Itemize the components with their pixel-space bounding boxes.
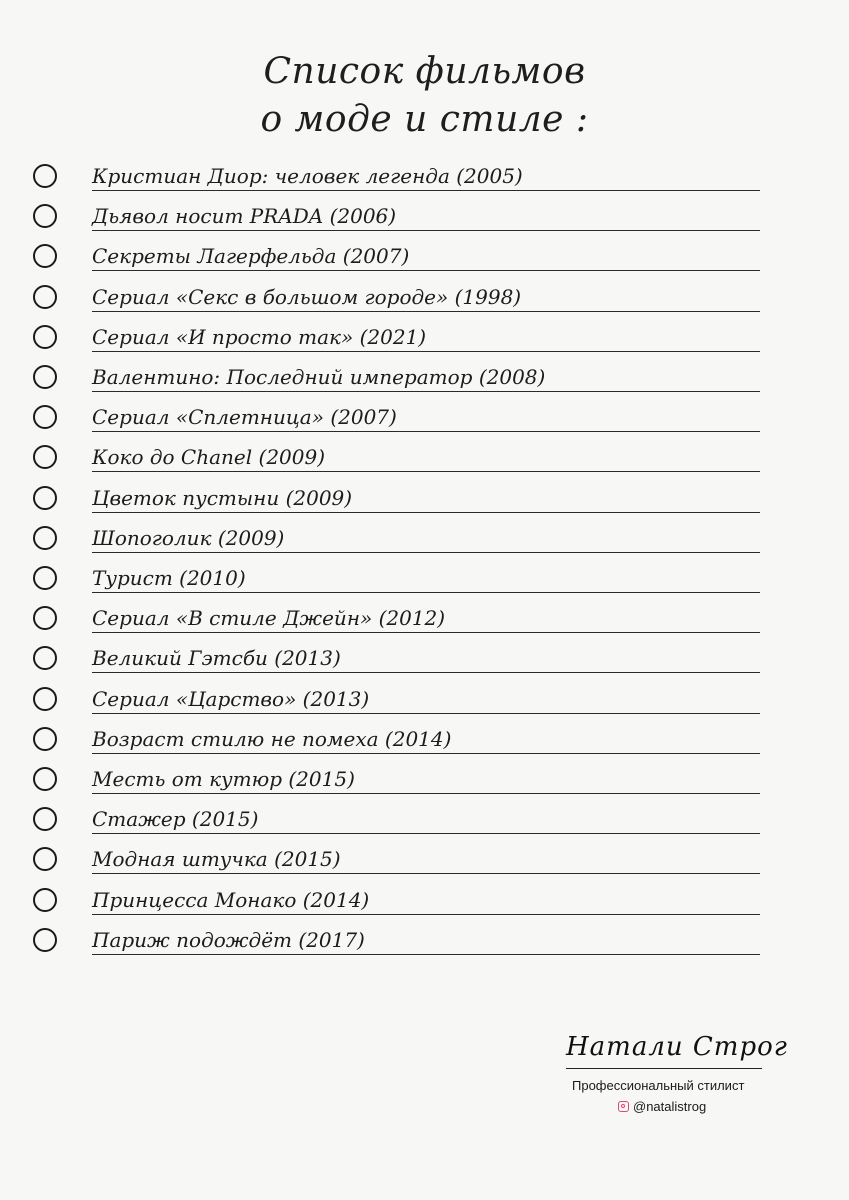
movie-title: Стажер (2015) bbox=[92, 807, 259, 832]
underline-divider bbox=[92, 592, 760, 593]
checkbox-circle[interactable] bbox=[33, 566, 57, 590]
underline-divider bbox=[92, 713, 760, 714]
underline-divider bbox=[92, 190, 760, 191]
instagram-link[interactable] bbox=[618, 1099, 706, 1114]
list-item bbox=[0, 445, 849, 485]
list-item bbox=[0, 204, 849, 244]
movie-title: Сериал «Царство» (2013) bbox=[92, 686, 370, 711]
movie-title: Кристиан Диор: человек легенда (2005) bbox=[92, 164, 523, 188]
checkbox-circle[interactable] bbox=[33, 847, 57, 871]
list-item bbox=[0, 928, 849, 968]
list-item bbox=[0, 325, 849, 365]
checkbox-circle[interactable] bbox=[33, 727, 57, 751]
list-item bbox=[0, 807, 849, 847]
underline-divider bbox=[92, 471, 760, 472]
list-item bbox=[0, 285, 849, 325]
checkbox-circle[interactable] bbox=[33, 486, 57, 510]
checkbox-circle[interactable] bbox=[33, 646, 57, 670]
checkbox-circle[interactable] bbox=[33, 285, 57, 309]
list-item bbox=[0, 566, 849, 606]
movie-title: Дьявол носит PRADA (2006) bbox=[92, 204, 397, 229]
list-item bbox=[0, 606, 849, 646]
list-item bbox=[0, 847, 849, 887]
instagram-handle[interactable]: @natalistrog bbox=[633, 1099, 707, 1114]
checkbox-circle[interactable] bbox=[33, 365, 57, 389]
checkbox-circle[interactable] bbox=[33, 405, 57, 429]
underline-divider bbox=[92, 230, 760, 231]
movie-title: Валентино: Последний император (2008) bbox=[92, 365, 546, 389]
underline-divider bbox=[92, 753, 760, 754]
underline-divider bbox=[92, 311, 760, 312]
underline-divider bbox=[92, 954, 760, 955]
movie-title: Секреты Лагерфельда (2007) bbox=[92, 244, 410, 269]
checkbox-circle[interactable] bbox=[33, 204, 57, 228]
list-item bbox=[0, 888, 849, 928]
underline-divider bbox=[92, 632, 760, 633]
title-line-1: Список фильмов bbox=[263, 51, 586, 92]
movie-title: Модная штучка (2015) bbox=[92, 847, 341, 872]
movie-title: Шопоголик (2009) bbox=[92, 525, 285, 550]
list-item bbox=[0, 486, 849, 526]
list-item bbox=[0, 526, 849, 566]
underline-divider bbox=[92, 431, 760, 432]
movie-title: Коко до Chanel (2009) bbox=[92, 445, 326, 470]
underline-divider bbox=[92, 552, 760, 553]
underline-divider bbox=[92, 672, 760, 673]
underline-divider bbox=[92, 512, 760, 513]
movie-title: Месть от кутюр (2015) bbox=[92, 767, 355, 791]
movie-title: Сериал «И просто так» (2021) bbox=[92, 324, 427, 349]
checkbox-circle[interactable] bbox=[33, 325, 57, 349]
movie-title: Сериал «В стиле Джейн» (2012) bbox=[92, 606, 446, 631]
instagram-icon bbox=[618, 1101, 629, 1112]
list-item bbox=[0, 727, 849, 767]
movie-title: Турист (2010) bbox=[92, 566, 246, 590]
title-line-2: о моде и стиле : bbox=[260, 99, 589, 140]
movie-title: Принцесса Монако (2014) bbox=[92, 887, 370, 912]
list-item bbox=[0, 687, 849, 727]
signature-underline bbox=[566, 1068, 762, 1069]
checkbox-circle[interactable] bbox=[33, 526, 57, 550]
checkbox-circle[interactable] bbox=[33, 606, 57, 630]
movie-title: Возраст стилю не помеха (2014) bbox=[92, 726, 452, 751]
checkbox-circle[interactable] bbox=[33, 928, 57, 952]
list-item bbox=[0, 365, 849, 405]
stylist-role: Профессиональный стилист bbox=[572, 1078, 745, 1093]
list-item bbox=[0, 767, 849, 807]
movie-title: Сериал «Секс в большом городе» (1998) bbox=[92, 284, 522, 309]
list-item bbox=[0, 405, 849, 445]
stylist-signature: Натали Строг bbox=[566, 1032, 788, 1062]
list-item bbox=[0, 244, 849, 284]
underline-divider bbox=[92, 351, 760, 352]
checkbox-circle[interactable] bbox=[33, 687, 57, 711]
underline-divider bbox=[92, 833, 760, 834]
underline-divider bbox=[92, 391, 760, 392]
checkbox-circle[interactable] bbox=[33, 767, 57, 791]
list-item bbox=[0, 646, 849, 686]
movie-title: Сериал «Сплетница» (2007) bbox=[92, 405, 397, 430]
movie-title: Париж подождёт (2017) bbox=[92, 927, 365, 952]
checkbox-circle[interactable] bbox=[33, 888, 57, 912]
underline-divider bbox=[92, 793, 760, 794]
movie-title: Великий Гэтсби (2013) bbox=[92, 646, 341, 671]
checkbox-circle[interactable] bbox=[33, 807, 57, 831]
checkbox-circle[interactable] bbox=[33, 445, 57, 469]
list-item bbox=[0, 164, 849, 204]
checkbox-circle[interactable] bbox=[33, 164, 57, 188]
checkbox-circle[interactable] bbox=[33, 244, 57, 268]
underline-divider bbox=[92, 914, 760, 915]
movie-title: Цветок пустыни (2009) bbox=[92, 485, 353, 510]
underline-divider bbox=[92, 873, 760, 874]
underline-divider bbox=[92, 270, 760, 271]
